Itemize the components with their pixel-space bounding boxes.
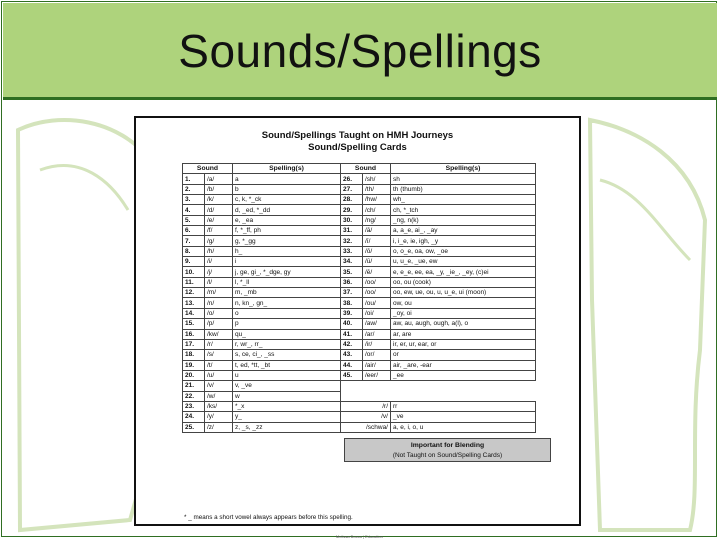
row-number: 32. (341, 236, 363, 246)
row-number: 35. (341, 267, 363, 277)
row-number: 15. (183, 319, 205, 329)
spelling-cell: b (233, 184, 341, 194)
row-number: 20. (183, 370, 205, 380)
table-row (183, 267, 536, 277)
spelling-cell: th (thumb) (391, 184, 536, 194)
spelling-cell: c, k, *_ck (233, 195, 341, 205)
spelling-cell: u (233, 370, 341, 380)
header-sound-right: Sound (341, 164, 391, 174)
row-number: 27. (341, 184, 363, 194)
sound-cell: /y/ (205, 412, 233, 422)
sound-cell: /sh/ (363, 174, 391, 184)
sound-cell: /eer/ (363, 370, 391, 380)
table-row (183, 422, 536, 432)
sound-cell: /v/ (363, 412, 391, 422)
sound-cell: /ir/ (363, 339, 391, 349)
table-row (183, 246, 536, 256)
sound-cell: /l/ (205, 277, 233, 287)
spelling-cell: _oy, oi (391, 308, 536, 318)
spellings-document (134, 116, 581, 539)
spelling-cell: h_ (233, 246, 341, 256)
table-row (183, 350, 536, 360)
row-number: 38. (341, 298, 363, 308)
spelling-cell: or (391, 350, 536, 360)
row-number: 11. (183, 277, 205, 287)
sound-cell: /m/ (205, 288, 233, 298)
header-spellings-left: Spelling(s) (233, 164, 341, 174)
table-row (183, 195, 536, 205)
sound-cell: /d/ (205, 205, 233, 215)
spelling-cell: ow, ou (391, 298, 536, 308)
important-subheading: (Not Taught on Sound/Spelling Cards) (392, 452, 503, 459)
row-number: 45. (341, 370, 363, 380)
spelling-cell: *_x (233, 401, 341, 411)
spelling-cell: v, _ve (233, 381, 341, 391)
spelling-cell: a (233, 174, 341, 184)
row-number: 34. (341, 257, 363, 267)
table-row (183, 288, 536, 298)
table-row (183, 319, 536, 329)
sound-cell: /or/ (363, 350, 391, 360)
spelling-cell: ch, *_tch (391, 205, 536, 215)
row-number: 30. (341, 215, 363, 225)
row-number: 7. (183, 236, 205, 246)
row-number: 6. (183, 226, 205, 236)
row-number: 18. (183, 350, 205, 360)
table-row (183, 339, 536, 349)
slide-title: Sounds/Spellings (178, 25, 542, 77)
row-number: 13. (183, 298, 205, 308)
sound-cell: /r/ (205, 339, 233, 349)
table-body (183, 174, 536, 433)
row-number: 29. (341, 205, 363, 215)
spelling-cell: _ng, n(k) (391, 215, 536, 225)
sound-cell: /ī/ (363, 236, 391, 246)
row-number: 44. (341, 360, 363, 370)
sound-cell: /w/ (205, 391, 233, 401)
table-row (183, 257, 536, 267)
spelling-cell: i, i_e, ie, igh, _y (391, 236, 536, 246)
row-number: 42. (341, 339, 363, 349)
spelling-cell: r, wr_, rr_ (233, 339, 341, 349)
table-row (183, 277, 536, 287)
sound-cell: /ng/ (363, 215, 391, 225)
spelling-cell: e, _ea (233, 215, 341, 225)
spelling-cell: i (233, 257, 341, 267)
spelling-cell: t, ed, *tt, _bt (233, 360, 341, 370)
row-number: 41. (341, 329, 363, 339)
sound-cell: /ch/ (363, 205, 391, 215)
spelling-cell: z, _s, _zz (233, 422, 341, 432)
spelling-cell: _ee (391, 370, 536, 380)
sound-cell: /u/ (205, 370, 233, 380)
sound-cell: /a/ (205, 174, 233, 184)
table-row (183, 298, 536, 308)
sound-cell: /ū/ (363, 257, 391, 267)
table-row (183, 215, 536, 225)
spelling-cell: air, _are, -ear (391, 360, 536, 370)
sound-cell: /j/ (205, 267, 233, 277)
sound-cell: /z/ (205, 422, 233, 432)
spelling-cell: oo, ou (cook) (391, 277, 536, 287)
table-row (183, 329, 536, 339)
spelling-cell: u, u_e, _ue, ew (391, 257, 536, 267)
row-number: 26. (341, 174, 363, 184)
sound-cell: /e/ (205, 215, 233, 225)
sound-cell: /oi/ (363, 308, 391, 318)
sound-cell: /ks/ (205, 401, 233, 411)
row-number: 16. (183, 329, 205, 339)
sound-cell: /oo/ (363, 277, 391, 287)
table-row (183, 360, 536, 370)
spelling-cell: l, *_ll (233, 277, 341, 287)
sound-cell: /th/ (363, 184, 391, 194)
sound-cell: /schwa/ (363, 422, 391, 432)
row-number: 19. (183, 360, 205, 370)
spelling-cell: f, *_ff, ph (233, 226, 341, 236)
table-row (183, 381, 536, 391)
row-number: 37. (341, 288, 363, 298)
spelling-cell: o (233, 308, 341, 318)
sound-cell: /t/ (205, 360, 233, 370)
row-number: 4. (183, 205, 205, 215)
row-number: 14. (183, 308, 205, 318)
sound-cell: /ā/ (363, 226, 391, 236)
spelling-cell: ar, are (391, 329, 536, 339)
document-title-line1: Sound/Spellings Taught on HMH Journeys (261, 130, 454, 141)
spelling-cell: qu_ (233, 329, 341, 339)
row-number: 40. (341, 319, 363, 329)
row-number: 3. (183, 195, 205, 205)
table-row (183, 308, 536, 318)
table-row (183, 370, 536, 380)
row-number: 36. (341, 277, 363, 287)
sound-cell: /r/ (363, 401, 391, 411)
spelling-cell: s, ce, ci_, _ss (233, 350, 341, 360)
row-number (341, 412, 363, 422)
row-number (341, 401, 363, 411)
credit: Melissa Bocca | Education (336, 534, 383, 539)
sound-cell: /g/ (205, 236, 233, 246)
table-header-row (183, 164, 536, 174)
spelling-cell: rr (391, 401, 536, 411)
row-number: 23. (183, 401, 205, 411)
document-title-line2: Sound/Spelling Cards (308, 142, 407, 153)
spelling-cell: w (233, 391, 341, 401)
spelling-cell: a, a_e, ai_, _ay (391, 226, 536, 236)
sound-cell: /k/ (205, 195, 233, 205)
spelling-cell: a, e, i, o, u (391, 422, 536, 432)
row-number: 9. (183, 257, 205, 267)
spelling-cell: e, e_e, ee, ea, _y, _ie_, _ey, (c)ei (391, 267, 536, 277)
sound-cell: /i/ (205, 257, 233, 267)
sound-cell: /s/ (205, 350, 233, 360)
sound-cell: /b/ (205, 184, 233, 194)
table-row (183, 184, 536, 194)
table-row (183, 205, 536, 215)
header-spellings-right: Spelling(s) (391, 164, 536, 174)
sound-cell: /oo/ (363, 288, 391, 298)
row-number: 28. (341, 195, 363, 205)
row-number: 2. (183, 184, 205, 194)
spelling-cell: y_ (233, 412, 341, 422)
row-number: 22. (183, 391, 205, 401)
row-number (341, 422, 363, 432)
sound-cell: /h/ (205, 246, 233, 256)
row-number: 1. (183, 174, 205, 184)
sound-cell: /ar/ (363, 329, 391, 339)
row-number: 5. (183, 215, 205, 225)
row-number: 24. (183, 412, 205, 422)
spelling-cell: aw, au, augh, ough, a(l), o (391, 319, 536, 329)
important-for-blending-box (344, 438, 551, 462)
sound-cell: /air/ (363, 360, 391, 370)
footnote: * _ means a short vowel always appears before this spelling. (184, 514, 353, 521)
spelling-cell: ir, er, ur, ear, or (391, 339, 536, 349)
important-spacer (341, 381, 536, 402)
table-row (183, 226, 536, 236)
row-number: 10. (183, 267, 205, 277)
header-sound-left: Sound (183, 164, 233, 174)
spelling-cell: j, ge, gi_, *_dge, gy (233, 267, 341, 277)
row-number: 43. (341, 350, 363, 360)
sound-cell: /hw/ (363, 195, 391, 205)
row-number: 31. (341, 226, 363, 236)
spelling-cell: p (233, 319, 341, 329)
spelling-cell: wh_ (391, 195, 536, 205)
row-number: 25. (183, 422, 205, 432)
sound-cell: /o/ (205, 308, 233, 318)
sound-cell: /p/ (205, 319, 233, 329)
sound-cell: /v/ (205, 381, 233, 391)
row-number: 12. (183, 288, 205, 298)
spelling-cell: d, _ed, *_dd (233, 205, 341, 215)
sound-cell: /f/ (205, 226, 233, 236)
important-heading: Important for Blending (410, 442, 485, 449)
spelling-cell: m, _mb (233, 288, 341, 298)
sound-cell: /ō/ (363, 246, 391, 256)
spelling-cell: sh (391, 174, 536, 184)
spelling-cell: g, *_gg (233, 236, 341, 246)
table-row (183, 401, 536, 411)
row-number: 17. (183, 339, 205, 349)
sound-cell: /ē/ (363, 267, 391, 277)
table-row (183, 174, 536, 184)
sound-cell: /aw/ (363, 319, 391, 329)
sound-cell: /n/ (205, 298, 233, 308)
table-row (183, 236, 536, 246)
spelling-cell: n, kn_, gn_ (233, 298, 341, 308)
spelling-cell: o, o_e, oa, ow, _oe (391, 246, 536, 256)
row-number: 21. (183, 381, 205, 391)
row-number: 8. (183, 246, 205, 256)
row-number: 33. (341, 246, 363, 256)
spelling-cell: oo, ew, ue, ou, u, u_e, ui (moon) (391, 288, 536, 298)
row-number: 39. (341, 308, 363, 318)
spelling-cell: _ve (391, 412, 536, 422)
table-row (183, 412, 536, 422)
spellings-table (182, 163, 536, 433)
sound-cell: /kw/ (205, 329, 233, 339)
sound-cell: /ou/ (363, 298, 391, 308)
